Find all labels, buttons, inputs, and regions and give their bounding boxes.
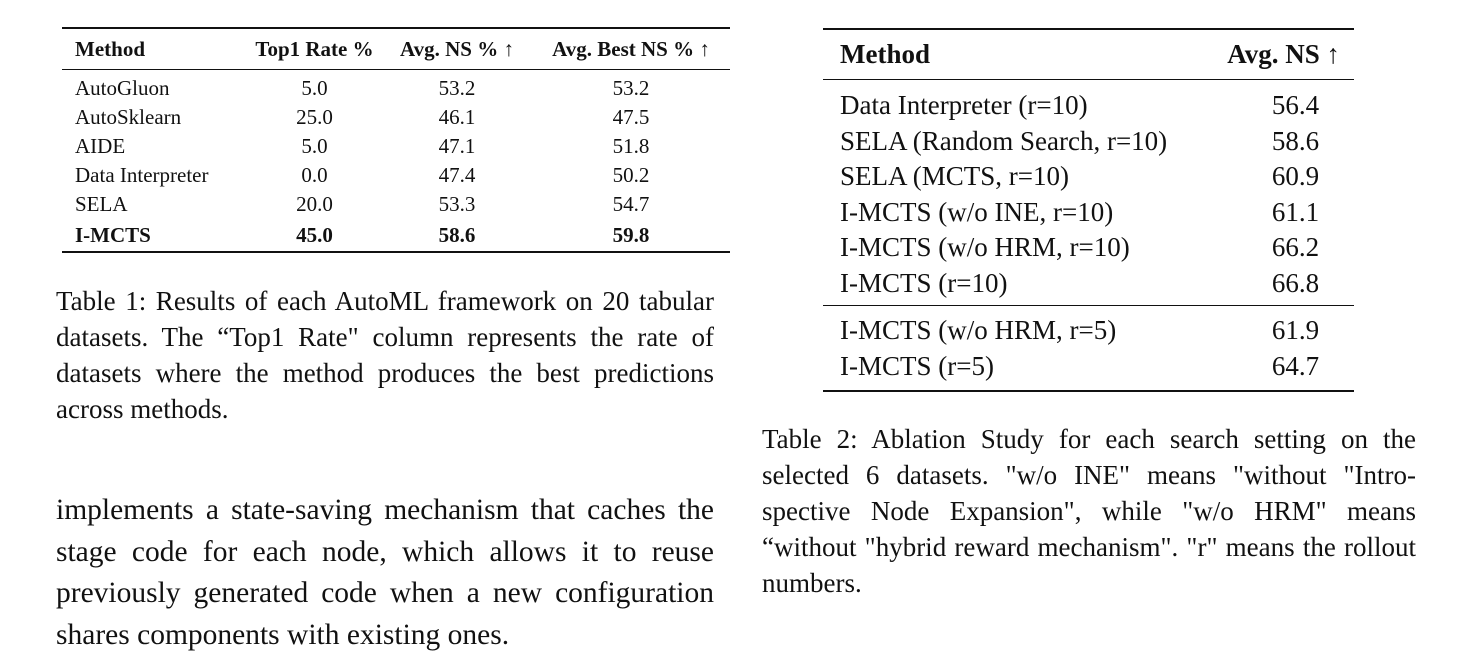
table-row [62,70,730,104]
column-header-avg-ns: Avg. NS % ↑ [382,28,532,70]
table-row [823,266,1354,306]
method-cell: SELA (Random Search, r=10) [840,125,1168,156]
column-header-avg-ns: Avg. NS ↑ [1203,29,1354,80]
table-row [823,306,1354,349]
avg-best-ns-cell: 50.2 [612,163,650,187]
method-cell: I-MCTS (r=5) [823,349,1203,392]
table-row [823,159,1354,195]
table-row [62,132,730,161]
avg-best-ns-cell: 51.8 [612,134,650,158]
avg-ns-cell: 61.1 [1271,196,1320,227]
method-cell: I-MCTS [62,219,247,252]
table-row [62,190,730,219]
table-row [823,195,1354,231]
top1-cell: 5.0 [301,134,328,158]
method-cell: AutoGluon [75,76,170,100]
avg-ns-cell: 66.2 [1271,232,1320,262]
avg-ns-cell: 58.6 [382,219,532,252]
ablation-table [823,28,1354,392]
method-cell: I-MCTS (w/o HRM, r=10) [840,232,1130,262]
table-header-row [823,29,1354,80]
avg-ns-cell: 53.2 [438,76,476,100]
avg-ns-cell: 61.9 [1271,315,1320,345]
method-cell: SELA [75,192,128,216]
table-row [62,103,730,132]
table-row [823,349,1354,392]
top1-cell: 5.0 [301,76,328,100]
avg-ns-cell: 58.6 [1271,125,1320,156]
table-row [62,161,730,190]
avg-ns-cell: 47.1 [438,134,476,158]
table-row-best [62,219,730,252]
top1-cell: 45.0 [247,219,382,252]
avg-best-ns-cell: 59.8 [532,219,730,252]
top1-cell: 25.0 [296,105,333,129]
column-header-method: Method [62,28,247,70]
column-header-top1-rate: Top1 Rate % [247,28,382,70]
table1-caption: Table 1: Results of each AutoML framework on 20 tabular datasets. The “Top1 Rate" column represents the rate of datasets where the method produces the best predictions across methods. [56,286,714,424]
avg-ns-cell: 46.1 [438,105,476,129]
method-cell: Data Interpreter [75,163,209,187]
avg-ns-cell: 60.9 [1271,161,1320,191]
avg-ns-cell: 47.4 [438,163,476,187]
avg-best-ns-cell: 53.2 [612,76,650,100]
avg-ns-cell: 64.7 [1203,349,1354,392]
table-header-row [62,28,730,70]
table-row [823,124,1354,160]
method-cell: SELA (MCTS, r=10) [840,161,1069,191]
method-cell: I-MCTS (w/o HRM, r=5) [840,315,1117,345]
top1-cell: 0.0 [301,163,328,187]
method-cell: I-MCTS (r=10) [823,266,1203,306]
avg-best-ns-cell: 47.5 [612,105,650,129]
body-paragraph: implements a state-saving mechanism that caches the stage code for each node, which allows it to reuse previously generated code when a new configuration shares components with existing ones. [56,494,714,651]
method-cell: AutoSklearn [75,105,182,129]
table-row [823,230,1354,266]
avg-best-ns-cell: 54.7 [612,192,650,216]
table-row [823,80,1354,124]
method-cell: Data Interpreter (r=10) [840,90,1088,120]
column-header-avg-best-ns: Avg. Best NS % ↑ [532,28,730,70]
column-header-method: Method [823,29,1203,80]
method-cell: I-MCTS (w/o INE, r=10) [840,196,1114,227]
top1-cell: 20.0 [296,192,333,216]
table2-caption: Table 2: Ablation Study for each search setting on the selected 6 datasets. "w/o INE" means "without "Introspective Node Expansion", while "w/o HRM" means “without "hybrid reward mechanism". "r" means the rollout numbers. [762,424,1416,598]
avg-ns-cell: 56.4 [1271,90,1320,120]
avg-ns-cell: 53.3 [438,192,476,216]
method-cell: AIDE [75,134,126,158]
results-table [62,27,730,253]
avg-ns-cell: 66.8 [1203,266,1354,306]
